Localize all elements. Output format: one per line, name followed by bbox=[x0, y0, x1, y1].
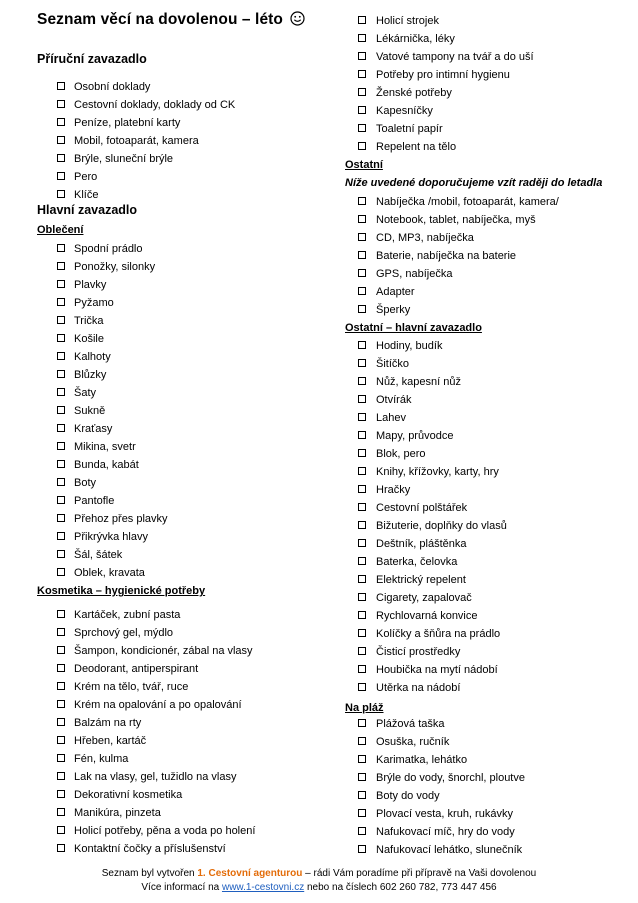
checklist-item bbox=[37, 786, 255, 804]
checklist-item bbox=[345, 355, 507, 373]
checklist-item bbox=[345, 625, 507, 643]
checkbox-icon[interactable] bbox=[358, 791, 366, 799]
checklist-item-label: Nafukovací lehátko, slunečník bbox=[376, 844, 523, 856]
checklist-item-label: Kontaktní čočky a příslušenství bbox=[74, 843, 226, 855]
checkbox-icon[interactable] bbox=[57, 736, 65, 744]
checkbox-icon[interactable] bbox=[57, 844, 65, 852]
checkbox-icon[interactable] bbox=[57, 82, 65, 90]
checklist-item-label: Trička bbox=[74, 315, 104, 327]
checklist-item-label: Nůž, kapesní nůž bbox=[376, 376, 461, 388]
checklist-item bbox=[345, 715, 525, 733]
checkbox-icon[interactable] bbox=[358, 124, 366, 132]
checkbox-icon[interactable] bbox=[57, 790, 65, 798]
checklist-item-label: Boty bbox=[74, 477, 97, 489]
checklist-item-label: Cestovní polštářek bbox=[376, 502, 468, 514]
checkbox-icon[interactable] bbox=[57, 388, 65, 396]
checklist-item-label: Mapy, průvodce bbox=[376, 430, 454, 442]
checkbox-icon[interactable] bbox=[57, 154, 65, 162]
checkbox-icon[interactable] bbox=[57, 700, 65, 708]
checkbox-icon[interactable] bbox=[358, 467, 366, 475]
checklist-item bbox=[37, 366, 168, 384]
checkbox-icon[interactable] bbox=[358, 251, 366, 259]
checkbox-icon[interactable] bbox=[57, 136, 65, 144]
checklist-item bbox=[345, 391, 507, 409]
checkbox-icon[interactable] bbox=[358, 395, 366, 403]
checklist-item bbox=[345, 229, 559, 247]
checklist-item bbox=[37, 132, 235, 150]
checkbox-icon[interactable] bbox=[358, 215, 366, 223]
checklist-item-label: Hřeben, kartáč bbox=[74, 735, 147, 747]
section-heading-hlavni: Hlavní zavazadlo bbox=[37, 203, 138, 217]
checklist-item bbox=[345, 481, 507, 499]
checkbox-icon[interactable] bbox=[358, 197, 366, 205]
checklist-item-label: Toaletní papír bbox=[376, 123, 443, 135]
checklist-item-label: Bižuterie, doplňky do vlasů bbox=[376, 520, 507, 532]
checkbox-icon[interactable] bbox=[358, 16, 366, 24]
checklist-item-label: Sprchový gel, mýdlo bbox=[74, 627, 174, 639]
checklist-item-label: Lékárnička, léky bbox=[376, 33, 455, 45]
checklist-item bbox=[345, 120, 534, 138]
checklist-item-label: Pantofle bbox=[74, 495, 115, 507]
footer-line-1 bbox=[0, 867, 638, 881]
checklist-item bbox=[37, 822, 255, 840]
checklist-item bbox=[345, 571, 507, 589]
checklist-item bbox=[345, 733, 525, 751]
checklist-item-label: Přikrývka hlavy bbox=[74, 531, 148, 543]
checklist-item-label: Přehoz přes plavky bbox=[74, 513, 168, 525]
checklist-item bbox=[37, 456, 168, 474]
checklist-item-label: Deštník, pláštěnka bbox=[376, 538, 467, 550]
checklist-item-label: Holicí strojek bbox=[376, 15, 439, 27]
checklist-item bbox=[345, 553, 507, 571]
checkbox-icon[interactable] bbox=[358, 683, 366, 691]
page-title bbox=[37, 11, 337, 29]
checklist-item bbox=[37, 660, 255, 678]
checklist-item bbox=[37, 240, 168, 258]
checkbox-icon[interactable] bbox=[358, 485, 366, 493]
list-plaz bbox=[345, 715, 525, 859]
checklist-item bbox=[37, 840, 255, 858]
checklist-item-label: Rychlovarná konvice bbox=[376, 610, 478, 622]
checklist-item bbox=[345, 751, 525, 769]
checkbox-icon[interactable] bbox=[57, 352, 65, 360]
checklist-item bbox=[345, 607, 507, 625]
checkbox-icon[interactable] bbox=[57, 718, 65, 726]
checklist-item-label: Potřeby pro intimní hygienu bbox=[376, 69, 510, 81]
footer-phone-text: nebo na číslech 602 260 782, 773 447 456 bbox=[307, 882, 497, 893]
checklist-item-label: Kraťasy bbox=[74, 423, 113, 435]
checklist-item-label: Mobil, fotoaparát, kamera bbox=[74, 135, 199, 147]
checkbox-icon[interactable] bbox=[358, 737, 366, 745]
checkbox-icon[interactable] bbox=[57, 550, 65, 558]
checklist-item-label: Kapesníčky bbox=[376, 105, 433, 117]
checklist-item bbox=[345, 247, 559, 265]
checklist-item-label: Osobní doklady bbox=[74, 81, 151, 93]
checkbox-icon[interactable] bbox=[358, 34, 366, 42]
checklist-item bbox=[345, 409, 507, 427]
section-heading-plaz: Na pláž bbox=[345, 702, 384, 714]
checklist-item bbox=[345, 193, 559, 211]
checkbox-icon[interactable] bbox=[57, 280, 65, 288]
checklist-item-label: Baterka, čelovka bbox=[376, 556, 458, 568]
checklist-item-label: Lak na vlasy, gel, tužidlo na vlasy bbox=[74, 771, 237, 783]
checklist-item bbox=[37, 168, 235, 186]
checklist-item bbox=[37, 114, 235, 132]
checklist-item-label: Peníze, platební karty bbox=[74, 117, 181, 129]
checklist-item bbox=[345, 787, 525, 805]
checklist-item bbox=[37, 330, 168, 348]
checklist-item-label: Utěrka na nádobí bbox=[376, 682, 461, 694]
checklist-item-label: Krém na tělo, tvář, ruce bbox=[74, 681, 189, 693]
checkbox-icon[interactable] bbox=[358, 719, 366, 727]
checkbox-icon[interactable] bbox=[57, 532, 65, 540]
checklist-item bbox=[345, 337, 507, 355]
checklist-item bbox=[37, 402, 168, 420]
checkbox-icon[interactable] bbox=[57, 826, 65, 834]
checklist-item bbox=[37, 492, 168, 510]
checkbox-icon[interactable] bbox=[358, 287, 366, 295]
checkbox-icon[interactable] bbox=[358, 647, 366, 655]
checklist-item bbox=[37, 438, 168, 456]
website-link[interactable]: www.1-cestovni.cz bbox=[221, 882, 305, 893]
checklist-item-label: Elektrický repelent bbox=[376, 574, 466, 586]
checklist-item bbox=[345, 84, 534, 102]
checklist-item-label: Klíče bbox=[74, 189, 99, 201]
list-obleceni bbox=[37, 240, 168, 582]
checkbox-icon[interactable] bbox=[57, 298, 65, 306]
checkbox-icon[interactable] bbox=[358, 611, 366, 619]
checkbox-icon[interactable] bbox=[358, 70, 366, 78]
section-heading-ostatni-hlavni: Ostatní – hlavní zavazadlo bbox=[345, 322, 482, 334]
checklist-item-label: Karimatka, lehátko bbox=[376, 754, 468, 766]
checkbox-icon[interactable] bbox=[57, 496, 65, 504]
list-prirucni bbox=[37, 78, 235, 204]
checkbox-icon[interactable] bbox=[358, 377, 366, 385]
checkbox-icon[interactable] bbox=[358, 341, 366, 349]
checklist-item bbox=[37, 678, 255, 696]
checkbox-icon[interactable] bbox=[57, 808, 65, 816]
checklist-item bbox=[345, 661, 507, 679]
checklist-item bbox=[37, 420, 168, 438]
list-kosmetika bbox=[37, 606, 255, 858]
checklist-item-label: Nafukovací míč, hry do vody bbox=[376, 826, 515, 838]
checkbox-icon[interactable] bbox=[358, 539, 366, 547]
checklist-item-label: Nabíječka /mobil, fotoaparát, kamera/ bbox=[376, 196, 559, 208]
checklist-item-label: Brýle do vody, šnorchl, ploutve bbox=[376, 772, 525, 784]
checkbox-icon[interactable] bbox=[358, 809, 366, 817]
checkbox-icon[interactable] bbox=[358, 503, 366, 511]
checklist-item-label: Čisticí prostředky bbox=[376, 646, 461, 658]
checklist-item-label: Košile bbox=[74, 333, 104, 345]
footer bbox=[0, 867, 638, 895]
checkbox-icon[interactable] bbox=[358, 106, 366, 114]
checklist-item-label: Houbička na mytí nádobí bbox=[376, 664, 498, 676]
checkbox-icon[interactable] bbox=[358, 521, 366, 529]
checklist-item bbox=[37, 312, 168, 330]
checklist-item bbox=[345, 373, 507, 391]
checkbox-icon[interactable] bbox=[57, 370, 65, 378]
checklist-item bbox=[37, 276, 168, 294]
checkbox-icon[interactable] bbox=[358, 845, 366, 853]
checklist-item bbox=[37, 474, 168, 492]
checklist-item-label: Pero bbox=[74, 171, 98, 183]
checklist-item-label: Šampon, kondicionér, zábal na vlasy bbox=[74, 645, 253, 657]
footer-line-2 bbox=[0, 881, 638, 895]
checklist-item-label: Spodní prádlo bbox=[74, 243, 143, 255]
list-ostatni-hlavni bbox=[345, 337, 507, 697]
checkbox-icon[interactable] bbox=[57, 514, 65, 522]
checklist-item-label: Plážová taška bbox=[376, 718, 445, 730]
checklist-item-label: Brýle, sluneční brýle bbox=[74, 153, 174, 165]
checklist-item bbox=[345, 30, 534, 48]
checkbox-icon[interactable] bbox=[57, 568, 65, 576]
checklist-item-label: Boty do vody bbox=[376, 790, 440, 802]
checklist-item bbox=[37, 606, 255, 624]
checkbox-icon[interactable] bbox=[358, 142, 366, 150]
checklist-item-label: Baterie, nabíječka na baterie bbox=[376, 250, 517, 262]
checklist-item bbox=[345, 769, 525, 787]
list-kosmetika-continued bbox=[345, 12, 534, 156]
checklist-item-label: Lahev bbox=[376, 412, 406, 424]
checklist-item bbox=[345, 138, 534, 156]
checkbox-icon[interactable] bbox=[57, 172, 65, 180]
checklist-item bbox=[37, 384, 168, 402]
checklist-item-label: Fén, kulma bbox=[74, 753, 129, 765]
checkbox-icon[interactable] bbox=[57, 334, 65, 342]
checklist-item-label: Pyžamo bbox=[74, 297, 114, 309]
checklist-item bbox=[345, 445, 507, 463]
checkbox-icon[interactable] bbox=[57, 772, 65, 780]
checklist-item bbox=[345, 66, 534, 84]
footer-prefix: Seznam byl vytvořen bbox=[101, 868, 195, 879]
checklist-item bbox=[345, 517, 507, 535]
checklist-item-label: Blok, pero bbox=[376, 448, 426, 460]
checklist-item-label: Šitíčko bbox=[376, 358, 410, 370]
checklist-item bbox=[37, 186, 235, 204]
checkbox-icon[interactable] bbox=[358, 773, 366, 781]
checklist-item bbox=[37, 96, 235, 114]
checklist-item-label: Ponožky, silonky bbox=[74, 261, 156, 273]
checklist-item-label: Hodiny, budík bbox=[376, 340, 443, 352]
checklist-item bbox=[345, 841, 525, 859]
checkbox-icon[interactable] bbox=[358, 755, 366, 763]
checklist-item-label: CD, MP3, nabíječka bbox=[376, 232, 474, 244]
checklist-item bbox=[345, 48, 534, 66]
checkbox-icon[interactable] bbox=[358, 593, 366, 601]
checklist-item-label: Cigarety, zapalovač bbox=[376, 592, 472, 604]
checklist-item bbox=[37, 732, 255, 750]
checkbox-icon[interactable] bbox=[57, 610, 65, 618]
checklist-item bbox=[37, 348, 168, 366]
checkbox-icon[interactable] bbox=[57, 190, 65, 198]
checkbox-icon[interactable] bbox=[358, 629, 366, 637]
checkbox-icon[interactable] bbox=[358, 575, 366, 583]
checklist-item-label: Kalhoty bbox=[74, 351, 111, 363]
checklist-item bbox=[37, 510, 168, 528]
checklist-item-label: Dekorativní kosmetika bbox=[74, 789, 183, 801]
section-heading-ostatni: Ostatní bbox=[345, 159, 383, 171]
checklist-item bbox=[345, 102, 534, 120]
checkbox-icon[interactable] bbox=[358, 665, 366, 673]
checklist-item bbox=[345, 265, 559, 283]
checkbox-icon[interactable] bbox=[57, 262, 65, 270]
checklist-item bbox=[345, 805, 525, 823]
checkbox-icon[interactable] bbox=[358, 449, 366, 457]
checklist-item bbox=[345, 12, 534, 30]
checklist-item bbox=[37, 696, 255, 714]
checklist-item-label: Osuška, ručník bbox=[376, 736, 450, 748]
checkbox-icon[interactable] bbox=[57, 682, 65, 690]
checklist-item bbox=[37, 714, 255, 732]
checklist-item bbox=[345, 499, 507, 517]
checklist-item-label: Plovací vesta, kruh, rukávky bbox=[376, 808, 513, 820]
checklist-item-label: Šaty bbox=[74, 387, 97, 399]
checklist-item-label: Mikina, svetr bbox=[74, 441, 136, 453]
checklist-item bbox=[37, 294, 168, 312]
checklist-item bbox=[37, 546, 168, 564]
checklist-item-label: Kolíčky a šňůra na prádlo bbox=[376, 628, 501, 640]
checklist-item bbox=[37, 750, 255, 768]
checklist-item-label: Otvírák bbox=[376, 394, 412, 406]
checklist-item-label: Plavky bbox=[74, 279, 107, 291]
checkbox-icon[interactable] bbox=[57, 628, 65, 636]
checkbox-icon[interactable] bbox=[57, 244, 65, 252]
checklist-item bbox=[345, 301, 559, 319]
checkbox-icon[interactable] bbox=[57, 442, 65, 450]
checklist-item bbox=[345, 427, 507, 445]
checklist-item-label: Blůzky bbox=[74, 369, 107, 381]
checklist-item bbox=[345, 679, 507, 697]
checklist-item-label: Šperky bbox=[376, 304, 411, 316]
checklist-item-label: Bunda, kabát bbox=[74, 459, 139, 471]
checklist-item-label: Deodorant, antiperspirant bbox=[74, 663, 199, 675]
checklist-item-label: Krém na opalování a po opalování bbox=[74, 699, 242, 711]
agency-name: 1. Cestovní agenturou bbox=[197, 868, 303, 879]
checklist-item-label: Šál, šátek bbox=[74, 549, 123, 561]
checklist-item bbox=[37, 768, 255, 786]
checklist-item-label: Adapter bbox=[376, 286, 415, 298]
checklist-item bbox=[37, 624, 255, 642]
checkbox-icon[interactable] bbox=[358, 52, 366, 60]
list-ostatni bbox=[345, 193, 559, 319]
checkbox-icon[interactable] bbox=[57, 100, 65, 108]
checkbox-icon[interactable] bbox=[57, 460, 65, 468]
checkbox-icon[interactable] bbox=[57, 646, 65, 654]
checklist-item-label: Hračky bbox=[376, 484, 411, 496]
checklist-item-label: Kartáček, zubní pasta bbox=[74, 609, 181, 621]
checklist-item bbox=[37, 804, 255, 822]
checkbox-icon[interactable] bbox=[358, 431, 366, 439]
checklist-item bbox=[345, 643, 507, 661]
checkbox-icon[interactable] bbox=[358, 88, 366, 96]
section-heading-kosmetika: Kosmetika – hygienické potřeby bbox=[37, 585, 206, 597]
checklist-item-label: Vatové tampony na tvář a do uší bbox=[376, 51, 534, 63]
checkbox-icon[interactable] bbox=[358, 359, 366, 367]
checkbox-icon[interactable] bbox=[57, 424, 65, 432]
checklist-item bbox=[37, 150, 235, 168]
checkbox-icon[interactable] bbox=[358, 305, 366, 313]
checklist-item-label: Holicí potřeby, pěna a voda po holení bbox=[74, 825, 256, 837]
checklist-item-label: Ženské potřeby bbox=[376, 87, 452, 99]
checklist-item bbox=[37, 642, 255, 660]
checklist-item bbox=[345, 823, 525, 841]
section-heading-obleceni: Oblečení bbox=[37, 224, 84, 236]
footer-suffix: – rádi Vám poradíme při přípravě na Vaši dovolenou bbox=[305, 868, 537, 879]
checklist-item-label: Sukně bbox=[74, 405, 106, 417]
checklist-item bbox=[345, 535, 507, 553]
checkbox-icon[interactable] bbox=[57, 754, 65, 762]
section-heading-prirucni: Příruční zavazadlo bbox=[37, 52, 147, 66]
checklist-item bbox=[37, 564, 168, 582]
checklist-item-label: Notebook, tablet, nabíječka, myš bbox=[376, 214, 536, 226]
checklist-item bbox=[345, 589, 507, 607]
checkbox-icon[interactable] bbox=[57, 664, 65, 672]
checklist-item bbox=[345, 283, 559, 301]
checkbox-icon[interactable] bbox=[57, 316, 65, 324]
checklist-item bbox=[37, 78, 235, 96]
checkbox-icon[interactable] bbox=[57, 478, 65, 486]
smiley-face-icon bbox=[290, 11, 305, 26]
footer-info-prefix: Více informací na bbox=[141, 882, 220, 893]
checklist-item-label: Balzám na rty bbox=[74, 717, 142, 729]
checkbox-icon[interactable] bbox=[358, 233, 366, 241]
checkbox-icon[interactable] bbox=[358, 557, 366, 565]
checklist-item bbox=[37, 528, 168, 546]
checkbox-icon[interactable] bbox=[358, 827, 366, 835]
checkbox-icon[interactable] bbox=[57, 406, 65, 414]
checklist-item bbox=[345, 463, 507, 481]
checkbox-icon[interactable] bbox=[358, 269, 366, 277]
checklist-item bbox=[37, 258, 168, 276]
checklist-item-label: Knihy, křížovky, karty, hry bbox=[376, 466, 499, 478]
checklist-item-label: Repelent na tělo bbox=[376, 141, 457, 153]
checklist-item-label: Manikúra, pinzeta bbox=[74, 807, 161, 819]
checkbox-icon[interactable] bbox=[57, 118, 65, 126]
checklist-item bbox=[345, 211, 559, 229]
checkbox-icon[interactable] bbox=[358, 413, 366, 421]
title-text: Seznam věcí na dovolenou – léto bbox=[37, 11, 283, 28]
checklist-item-label: Cestovní doklady, doklady od CK bbox=[74, 99, 236, 111]
checklist-item-label: Oblek, kravata bbox=[74, 567, 145, 579]
checklist-item-label: GPS, nabíječka bbox=[376, 268, 453, 280]
section-note-ostatni: Níže uvedené doporučujeme vzít raději do letadla bbox=[345, 177, 603, 189]
